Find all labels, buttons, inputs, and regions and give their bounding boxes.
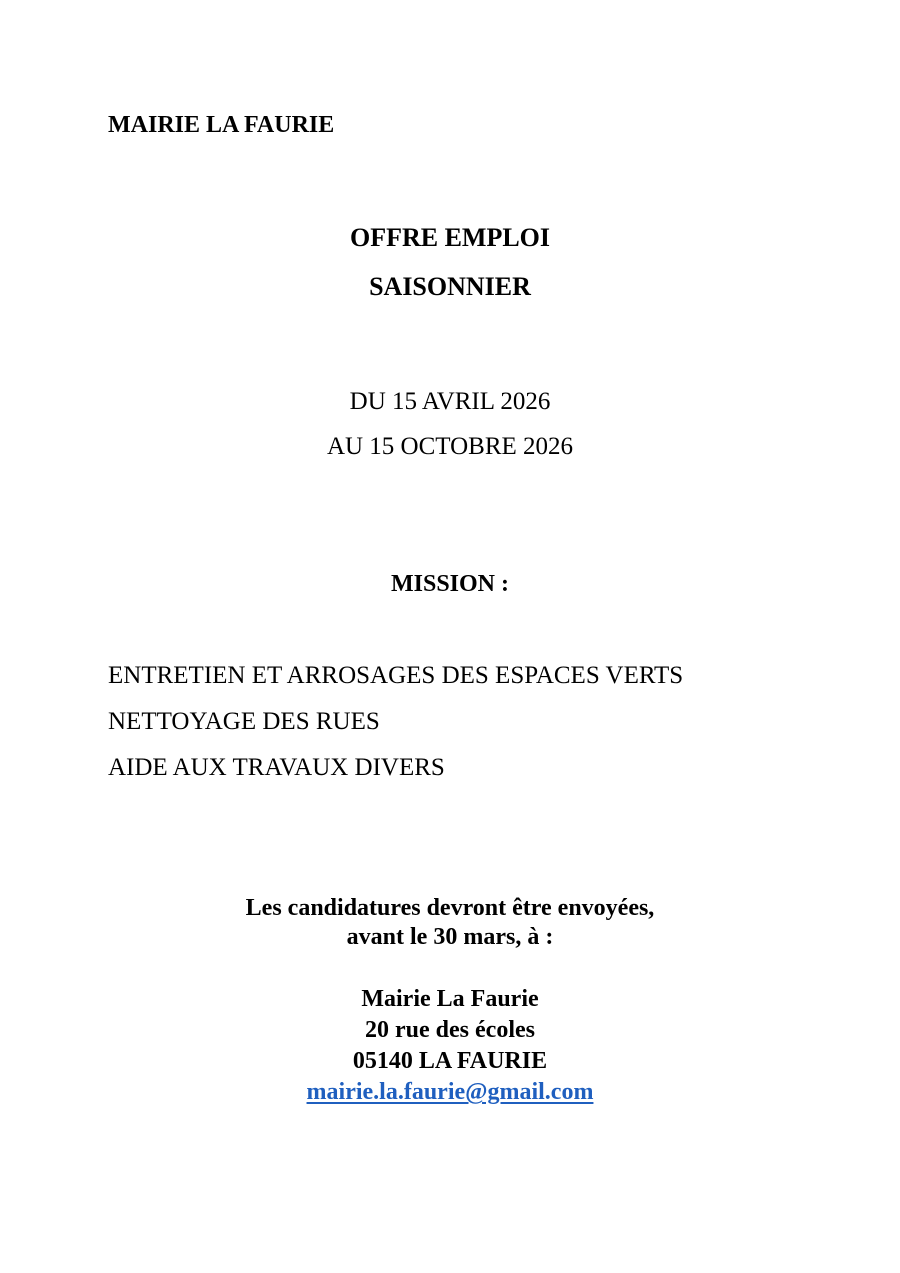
title-line-2: SAISONNIER (369, 272, 531, 301)
mission-item: ENTRETIEN ET ARROSAGES DES ESPACES VERTS (108, 662, 684, 689)
title-line-1: OFFRE EMPLOI (349, 223, 551, 252)
address-city: 05140 LA FAURIE (352, 1048, 548, 1074)
email-link[interactable]: mairie.la.faurie@gmail.com (306, 1079, 594, 1105)
address-name: Mairie La Faurie (361, 986, 539, 1012)
period-from: DU 15 AVRIL 2026 (349, 388, 551, 415)
email-row (0, 1080, 900, 1104)
organization-header: MAIRIE LA FAURIE (108, 112, 335, 138)
address-street: 20 rue des écoles (365, 1017, 535, 1043)
application-line-2: avant le 30 mars, à : (346, 924, 554, 950)
mission-item: AIDE AUX TRAVAUX DIVERS (108, 754, 445, 781)
mission-heading: MISSION : (390, 571, 510, 597)
period-to: AU 15 OCTOBRE 2026 (326, 433, 574, 460)
application-line-1: Les candidatures devront être envoyées, (245, 895, 655, 921)
mission-item: NETTOYAGE DES RUES (108, 708, 380, 735)
